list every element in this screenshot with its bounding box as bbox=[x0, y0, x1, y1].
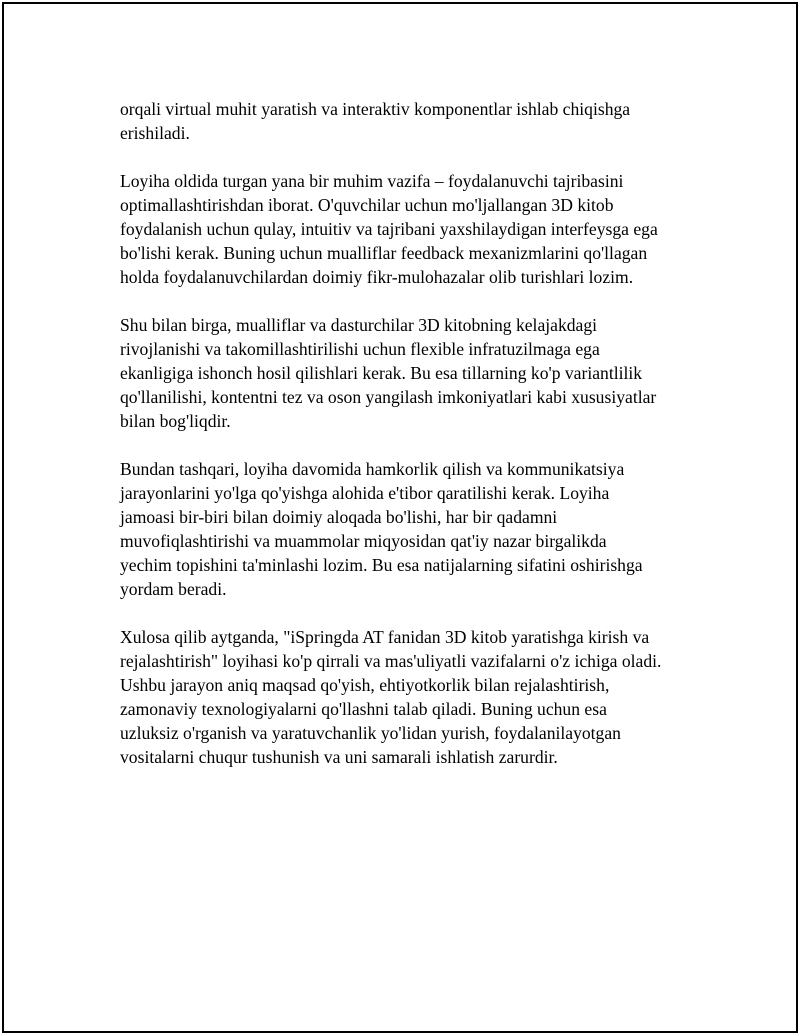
text-line: Bundan tashqari, loyiha davomida hamkorlik qilish va kommunikatsiya bbox=[120, 459, 625, 479]
text-line: erishiladi. bbox=[120, 123, 190, 143]
paragraph-5 bbox=[120, 625, 690, 769]
text-line: vositalarni chuqur tushunish va uni samarali ishlatish zarurdir. bbox=[120, 747, 558, 767]
text-line: rejalashtirish" loyihasi ko'p qirrali va mas'uliyatli vazifalarni o'z ichiga oladi. bbox=[120, 651, 662, 671]
text-line: Loyiha oldida turgan yana bir muhim vazifa – foydalanuvchi tajribasini bbox=[120, 171, 624, 191]
text-line: holda foydalanuvchilardan doimiy fikr-mulohazalar olib turishlari lozim. bbox=[120, 267, 634, 287]
text-line: foydalanish uchun qulay, intuitiv va tajribani yaxshilaydigan interfeysga ega bbox=[120, 219, 658, 239]
text-line: Shu bilan birga, mualliflar va dasturchilar 3D kitobning kelajakdagi bbox=[120, 315, 598, 335]
text-line: yechim topishini ta'minlashi lozim. Bu esa natijalarning sifatini oshirishga bbox=[120, 555, 643, 575]
text-line: uzluksiz o'rganish va yaratuvchanlik yo'lidan yurish, foydalanilayotgan bbox=[120, 723, 621, 743]
text-line: qo'llanilishi, kontentni tez va oson yangilash imkoniyatlari kabi xususiyatlar bbox=[120, 387, 657, 407]
text-line: optimallashtirishdan iborat. O'quvchilar uchun mo'ljallangan 3D kitob bbox=[120, 195, 614, 215]
text-line: jamoasi bir-biri bilan doimiy aloqada bo'lishi, har bir qadamni bbox=[120, 507, 558, 527]
text-line: yordam beradi. bbox=[120, 579, 227, 599]
text-line: zamonaviy texnologiyalarni qo'llashni talab qiladi. Buning uchun esa bbox=[120, 699, 607, 719]
text-line: ekanligiga ishonch hosil qilishlari kerak. Bu esa tillarning ko'p variantlilik bbox=[120, 363, 643, 383]
text-line: rivojlanishi va takomillashtirilishi uchun flexible infratuzilmaga ega bbox=[120, 339, 600, 359]
text-line: jarayonlarini yo'lga qo'yishga alohida e'tibor qaratilishi kerak. Loyiha bbox=[120, 483, 610, 503]
paragraph-3 bbox=[120, 313, 690, 433]
text-line: orqali virtual muhit yaratish va interaktiv komponentlar ishlab chiqishga bbox=[120, 99, 631, 119]
text-line: Xulosa qilib aytganda, "iSpringda AT fanidan 3D kitob yaratishga kirish va bbox=[120, 627, 650, 647]
paragraph-1 bbox=[120, 97, 690, 145]
paragraph-4 bbox=[120, 457, 690, 601]
page-frame bbox=[2, 2, 798, 1033]
text-line: Ushbu jarayon aniq maqsad qo'yish, ehtiyotkorlik bilan rejalashtirish, bbox=[120, 675, 610, 695]
text-line: bilan bog'liqdir. bbox=[120, 411, 231, 431]
text-line: bo'lishi kerak. Buning uchun mualliflar feedback mexanizmlarini qo'llagan bbox=[120, 243, 648, 263]
paragraph-2 bbox=[120, 169, 690, 289]
text-line: muvofiqlashtirishi va muammolar miqyosidan qat'iy nazar birgalikda bbox=[120, 531, 607, 551]
document-body bbox=[120, 97, 690, 793]
